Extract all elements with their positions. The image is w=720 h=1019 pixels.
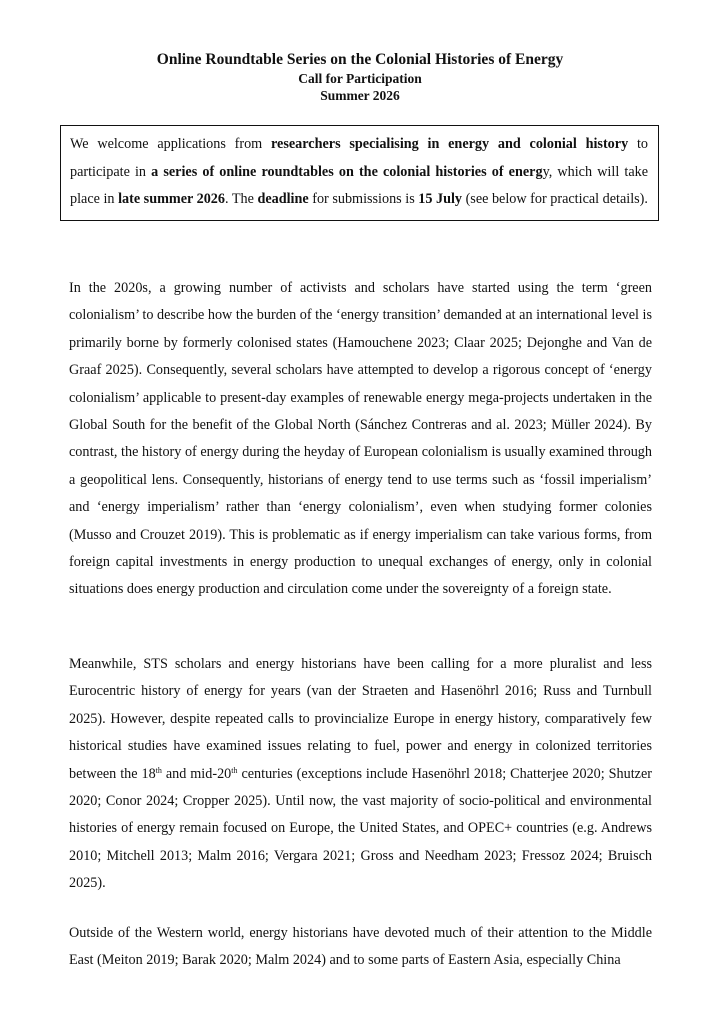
summary-bold-date: late summer 2026 xyxy=(118,191,225,207)
summary-bold-roundtables: a series of online roundtables on the colonial histories of energ xyxy=(151,163,543,180)
document-header xyxy=(60,50,660,104)
summary-bold-deadline-date: 15 July xyxy=(418,191,463,207)
paragraph-2-part-a: Meanwhile, STS scholars and energy historians have been calling for a more pluralist and less Eurocentric history of energy for years (van der Straeten and Hasenöhrl 2016; Russ and Turnbull 2025). However, despite repeated calls to provincialize Europe in energy history, comparatively few historical studies have examined issues relating to fuel, power and energy in colonized territories between the 18 xyxy=(69,656,652,782)
superscript-th-1: th xyxy=(155,765,162,775)
paragraph-2-part-b: and mid-20 xyxy=(161,765,232,782)
summary-text-5: for submissions is xyxy=(308,191,419,207)
summary-box xyxy=(60,125,659,221)
paragraph-1-text: In the 2020s, a growing number of activists and scholars have started using the term ‘green colonialism’ to describe how the burden of the ‘energy transition’ demanded at an international level is primarily borne by formerly colonised states (Hamouchene 2023; Claar 2025; Dejonghe and Van de Graaf 2025). Consequently, several scholars have attempted to develop a rigorous concept of ‘energy colonialism’ applicable to present-day examples of renewable energy mega-projects undertaken in the Global South for the benefit of the Global North (Sánchez Contreras and al. 2023; Müller 2024). By contrast, the history of energy during the heyday of European colonialism is usually examined through a geopolitical lens. Consequently, historians of energy tend to use terms such as ‘fossil imperialism’ and ‘energy imperialism’ rather than ‘energy colonialism’, even when studying former colonies (Musso and Crouzet 2019). This is problematic as if energy imperialism can take various forms, from foreign capital investments in energy production to unequal exchanges of energy, only in colonial situations does energy production and circulation come under the sovereignty of a foreign state. xyxy=(69,280,652,598)
document-subtitle: Call for Participation xyxy=(298,71,422,86)
summary-text-4: . The xyxy=(224,191,258,207)
summary-text-3: y, which will take place in xyxy=(70,163,649,207)
summary-bold-researchers: researchers specialising in energy and colonial history xyxy=(271,136,629,152)
summary-text-2: to participate in xyxy=(70,136,648,180)
paragraph-2-text xyxy=(69,651,652,898)
paragraph-2-part-c: centuries (exceptions include Hasenöhrl 2018; Chatterjee 2020; Shutzer 2020; Conor 2024; Cropper 2025). Until now, the vast majority of socio-political and environmental histories of energy remain focused on Europe, the United States, and OPEC+ countries (e.g. Andrews 2010; Mitchell 2013; Malm 2016; Vergara 2021; Gross and Needham 2023; Fressoz 2024; Bruisch 2025). xyxy=(69,765,652,892)
paragraph-3 xyxy=(69,920,652,975)
paragraph-1 xyxy=(69,275,652,604)
paragraph-3-text: Outside of the Western world, energy historians have devoted much of their attention to the Middle East (Meiton 2019; Barak 2020; Malm 2024) and to some parts of Eastern Asia, especially China xyxy=(69,925,652,969)
summary-text-1: We welcome applications from xyxy=(70,136,271,152)
summary-text-6: (see below for practical details). xyxy=(462,191,648,207)
summary-bold-deadline: deadline xyxy=(257,191,309,207)
superscript-th-2: th xyxy=(231,765,238,775)
document-season: Summer 2026 xyxy=(320,88,400,103)
document-title: Online Roundtable Series on the Colonial Histories of Energy xyxy=(156,51,564,68)
paragraph-2 xyxy=(69,651,652,898)
